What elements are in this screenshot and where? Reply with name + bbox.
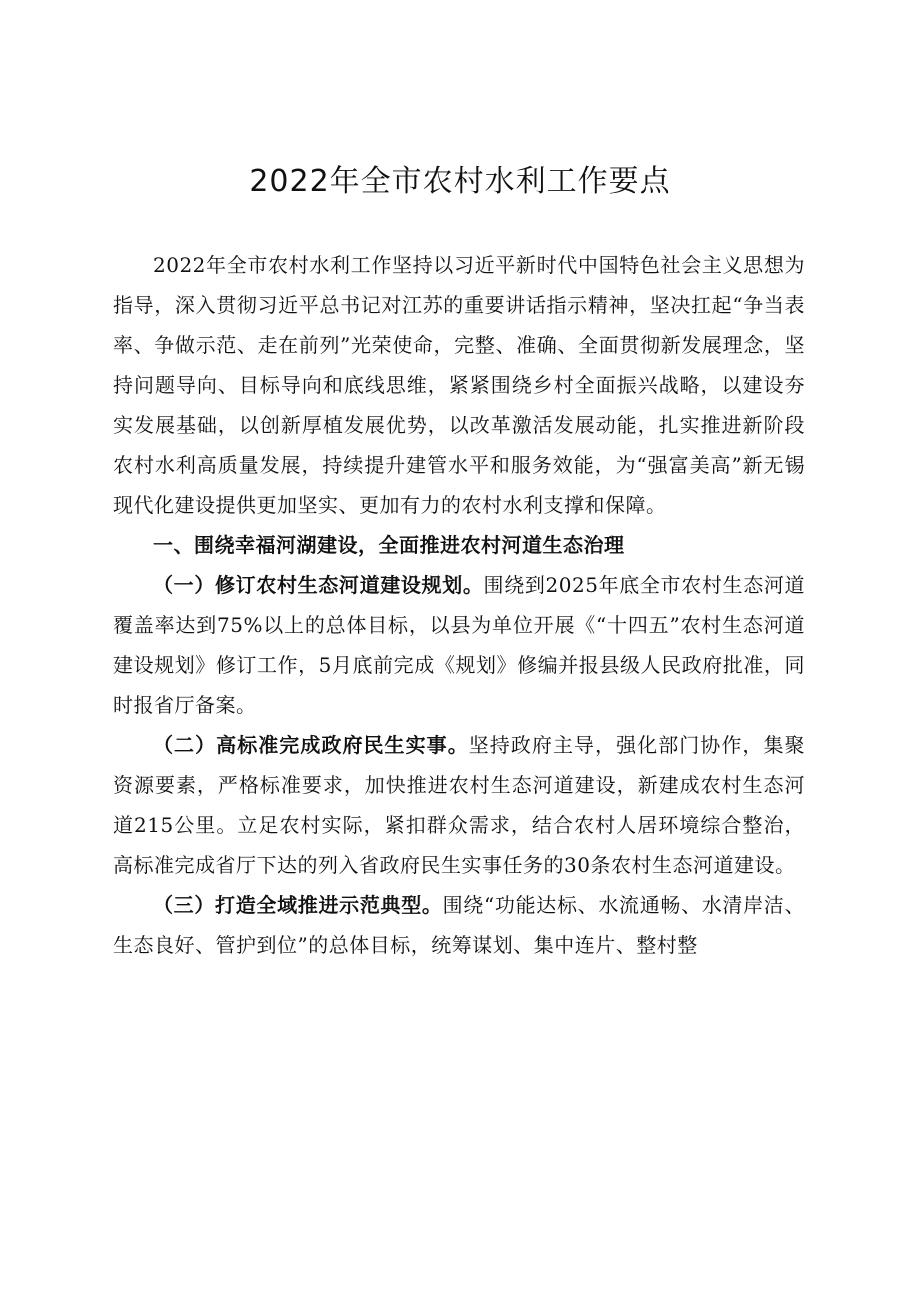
item-lead-2: （二）高标准完成政府民生实事。: [153, 733, 469, 757]
section-heading: 一、围绕幸福河湖建设，全面推进农村河道生态治理: [153, 533, 625, 557]
item-text-1: 围绕到2025年底全市农村生态河道覆盖率达到75%以上的总体目标，以县为单位开展《“十四五”农村生态河道建设规划》修订工作，5月底前完成《规划》修编并报县级人民政府批准，同时报省厅备案。: [113, 573, 806, 717]
item-text-2: 坚持政府主导，强化部门协作，集聚资源要素，严格标准要求，加快推进农村生态河道建设，新建成农村生态河道215公里。立足农村实际，紧扣群众需求，结合农村人居环境综合整治，高标准完成省厅下达的列入省政府民生实事任务的30条农村生态河道建设。: [113, 733, 805, 877]
intro-paragraph: 2022年全市农村水利工作坚持以习近平新时代中国特色社会主义思想为指导，深入贯彻习近平总书记对江苏的重要讲话指示精神，坚决扛起“争当表率、争做示范、走在前列”光荣使命，完整、准确、全面贯彻新发展理念，坚持问题导向、目标导向和底线思维，紧紧围绕乡村全面振兴战略，以建设夯实发展基础，以创新厚植发展优势，以改革激活发展动能，扎实推进新阶段农村水利高质量发展，持续提升建管水平和服务效能，为“强富美高”新无锡现代化建设提供更加坚实、更加有力的农村水利支撑和保障。: [113, 253, 805, 517]
item-paragraph-3: [113, 885, 805, 965]
document-body: [113, 245, 805, 965]
item-lead-1: （一）修订农村生态河道建设规划。: [153, 573, 484, 597]
item-paragraph-1: [113, 565, 805, 725]
item-paragraph-2: [113, 725, 805, 885]
document-title: 2022年全市农村水利工作要点: [249, 164, 671, 199]
item-lead-3: （三）打造全域推进示范典型。: [153, 893, 443, 917]
item-text-3: 围绕“功能达标、水流通畅、水清岸洁、生态良好、管护到位”的总体目标，统筹谋划、集中连片、整村整: [113, 893, 805, 957]
